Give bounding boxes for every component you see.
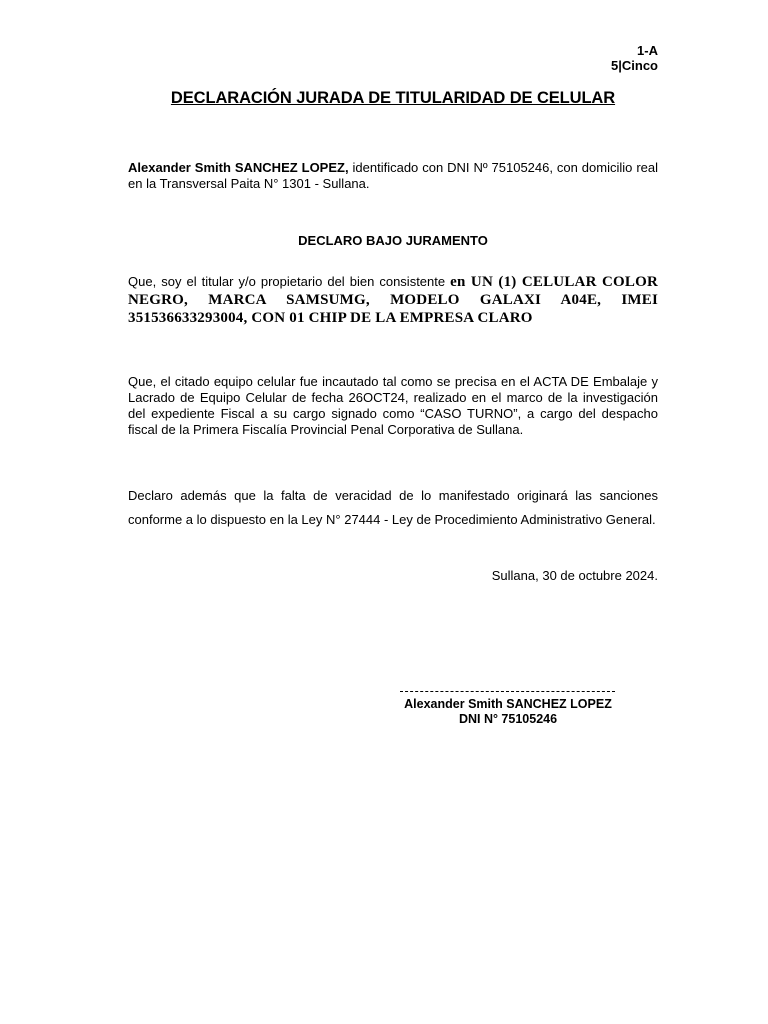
reference-code: 1-A xyxy=(637,43,658,58)
place-date: Sullana, 30 de octubre 2024. xyxy=(491,568,658,583)
signatory-dni: DNI N° 75105246 xyxy=(458,712,558,726)
declarant-name: Alexander Smith SANCHEZ LOPEZ, xyxy=(128,160,349,175)
document-title: DECLARACIÓN JURADA DE TITULARIDAD DE CELULAR xyxy=(170,89,616,107)
ownership-paragraph xyxy=(128,273,658,327)
veracity-paragraph: Declaro además que la falta de veracidad de lo manifestado originará las sanciones conforme a lo dispuesto en la Ley N° 27444 - Ley de Procedimiento Administrativo General. xyxy=(128,488,658,527)
document-reference xyxy=(611,43,658,73)
reference-page: 5|Cinco xyxy=(611,58,658,73)
signature-line xyxy=(400,691,615,692)
device-description: en UN (1) CELULAR COLOR NEGRO, MARCA SAMSUMG, MODELO GALAXI A04E, IMEI 351536633293004, CON 01 CHIP DE LA EMPRESA CLARO xyxy=(128,274,658,326)
intro-paragraph xyxy=(128,160,658,192)
declaro-heading: DECLARO BAJO JURAMENTO xyxy=(298,233,488,248)
signature-block xyxy=(398,697,618,727)
intro-text: identificado con DNI Nº 75105246, con domicilio real en la Transversal Paita N° 1301 - Sullana. xyxy=(128,160,658,191)
signatory-name: Alexander Smith SANCHEZ LOPEZ xyxy=(404,697,612,711)
ownership-lead: Que, soy el titular y/o propietario del bien consistente xyxy=(128,274,451,289)
seizure-paragraph: Que, el citado equipo celular fue incautado tal como se precisa en el ACTA DE Embalaje y Lacrado de Equipo Celular de fecha 26OCT24, realizado en el marco de la investigación del expediente Fiscal a su cargo signado como “CASO TURNO”, a cargo del despacho fiscal de la Primera Fiscalía Provincial Penal Corporativa de Sullana. xyxy=(128,374,658,437)
